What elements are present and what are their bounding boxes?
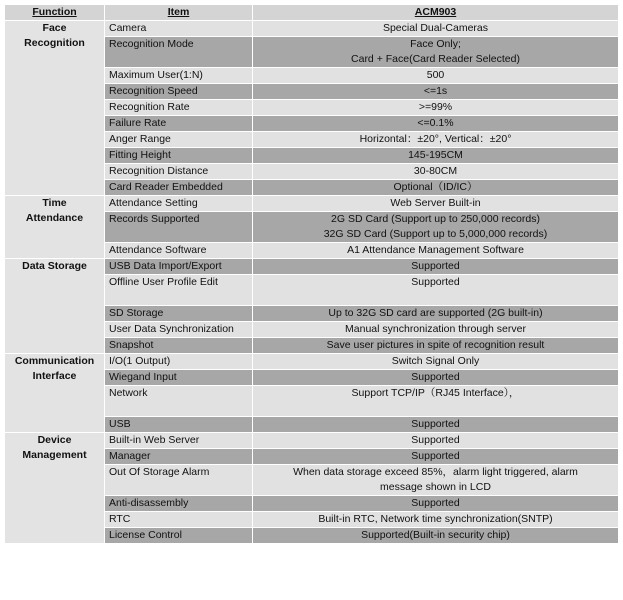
function-label: Management (22, 449, 87, 461)
item-cell: License Control (105, 528, 253, 544)
value-cell (253, 528, 619, 544)
value-cell (253, 116, 619, 132)
value-line: Supported (411, 497, 460, 509)
item-cell: Snapshot (105, 338, 253, 354)
value-cell (253, 465, 619, 496)
value-cell (253, 148, 619, 164)
value-line: 30-80CM (413, 165, 458, 177)
value-line: Supported (411, 450, 460, 462)
value-line: Supported (411, 260, 460, 272)
value-line: Support TCP/IP（RJ45 Interface）， (351, 387, 520, 399)
value-line: Web Server Built-in (390, 197, 481, 209)
item-cell: Card Reader Embedded (105, 180, 253, 196)
value-cell (253, 212, 619, 243)
header-item: Item (105, 5, 253, 21)
function-label: Communication (14, 355, 95, 367)
function-label: Face (42, 22, 67, 34)
value-cell (253, 196, 619, 212)
value-cell (253, 37, 619, 68)
item-cell: Out Of Storage Alarm (105, 465, 253, 496)
value-cell (253, 433, 619, 449)
value-cell (253, 132, 619, 148)
item-cell: I/O(1 Output) (105, 354, 253, 370)
value-cell (253, 164, 619, 180)
value-line: 32G SD Card (Support up to 5,000,000 records) (323, 228, 548, 240)
value-cell (253, 100, 619, 116)
value-line: Supported(Built-in security chip) (361, 529, 510, 541)
function-cell (5, 433, 105, 544)
table-row (5, 433, 619, 449)
function-label: Device (37, 434, 72, 446)
function-label: Data Storage (22, 260, 87, 272)
value-line: Special Dual-Cameras (382, 22, 489, 34)
item-cell: SD Storage (105, 306, 253, 322)
item-cell: Fitting Height (105, 148, 253, 164)
value-line: Supported (411, 371, 460, 383)
value-cell (253, 338, 619, 354)
value-cell (253, 354, 619, 370)
spec-body (5, 21, 619, 544)
value-line: 145-195CM (408, 149, 463, 161)
function-cell (5, 21, 105, 196)
table-row (5, 21, 619, 37)
value-cell (253, 21, 619, 37)
value-line: <=1s (423, 85, 448, 97)
value-line: Save user pictures in spite of recognition result (326, 339, 545, 351)
function-label: Recognition (24, 37, 85, 49)
value-line: Face Only; (410, 38, 461, 50)
value-line: A1 Attendance Management Software (347, 244, 524, 256)
value-cell (253, 449, 619, 465)
item-cell: Failure Rate (105, 116, 253, 132)
value-cell (253, 84, 619, 100)
value-cell (253, 370, 619, 386)
function-cell (5, 354, 105, 433)
item-cell: Camera (105, 21, 253, 37)
value-cell (253, 306, 619, 322)
value-cell (253, 417, 619, 433)
item-cell: RTC (105, 512, 253, 528)
function-cell (5, 259, 105, 354)
item-cell: Recognition Distance (105, 164, 253, 180)
function-label: Interface (32, 370, 77, 382)
value-cell (253, 243, 619, 259)
value-cell (253, 180, 619, 196)
value-cell (253, 259, 619, 275)
function-label: Time (42, 197, 67, 209)
item-cell: Anger Range (105, 132, 253, 148)
item-cell: Recognition Rate (105, 100, 253, 116)
function-cell (5, 196, 105, 259)
value-cell (253, 496, 619, 512)
table-row (5, 196, 619, 212)
table-row (5, 354, 619, 370)
value-cell (253, 275, 619, 306)
value-line: Card + Face(Card Reader Selected) (351, 53, 520, 65)
item-cell: Attendance Software (105, 243, 253, 259)
value-line: Built-in RTC, Network time synchronization(SNTP) (318, 513, 553, 525)
item-cell: Offline User Profile Edit (105, 275, 253, 306)
value-line: 500 (426, 69, 445, 81)
value-line: >=99% (418, 101, 453, 113)
value-line: Optional（ID/IC） (393, 181, 478, 193)
value-cell (253, 386, 619, 417)
value-line: Up to 32G SD card are supported (2G built-in) (328, 307, 543, 319)
value-line: 2G SD Card (Support up to 250,000 records) (331, 213, 540, 225)
spec-table (4, 4, 619, 544)
header-row (5, 5, 619, 21)
value-line: Supported (411, 434, 460, 446)
value-cell (253, 512, 619, 528)
value-line: Supported (411, 276, 460, 288)
table-row (5, 259, 619, 275)
value-line: message shown in LCD (380, 481, 491, 493)
item-cell: Anti-disassembly (105, 496, 253, 512)
item-cell: Attendance Setting (105, 196, 253, 212)
header-function: Function (5, 5, 105, 21)
function-label: Attendance (25, 212, 84, 224)
item-cell: User Data Synchronization (105, 322, 253, 338)
value-line: Switch Signal Only (391, 355, 480, 367)
item-cell: USB (105, 417, 253, 433)
value-cell (253, 68, 619, 84)
value-line: Manual synchronization through server (345, 323, 526, 335)
item-cell: Records Supported (105, 212, 253, 243)
item-cell: Maximum User(1:N) (105, 68, 253, 84)
item-cell: Wiegand Input (105, 370, 253, 386)
item-cell: Network (105, 386, 253, 417)
item-cell: USB Data Import/Export (105, 259, 253, 275)
item-cell: Recognition Speed (105, 84, 253, 100)
item-cell: Recognition Mode (105, 37, 253, 68)
value-line: Supported (411, 418, 460, 430)
value-line: <=0.1% (417, 117, 454, 129)
value-cell (253, 322, 619, 338)
header-model: ACM903 (253, 5, 619, 21)
value-line: Horizontal：±20°, Vertical：±20° (359, 133, 512, 145)
item-cell: Built-in Web Server (105, 433, 253, 449)
value-line: When data storage exceed 85%，alarm light triggered, alarm (293, 466, 578, 478)
item-cell: Manager (105, 449, 253, 465)
